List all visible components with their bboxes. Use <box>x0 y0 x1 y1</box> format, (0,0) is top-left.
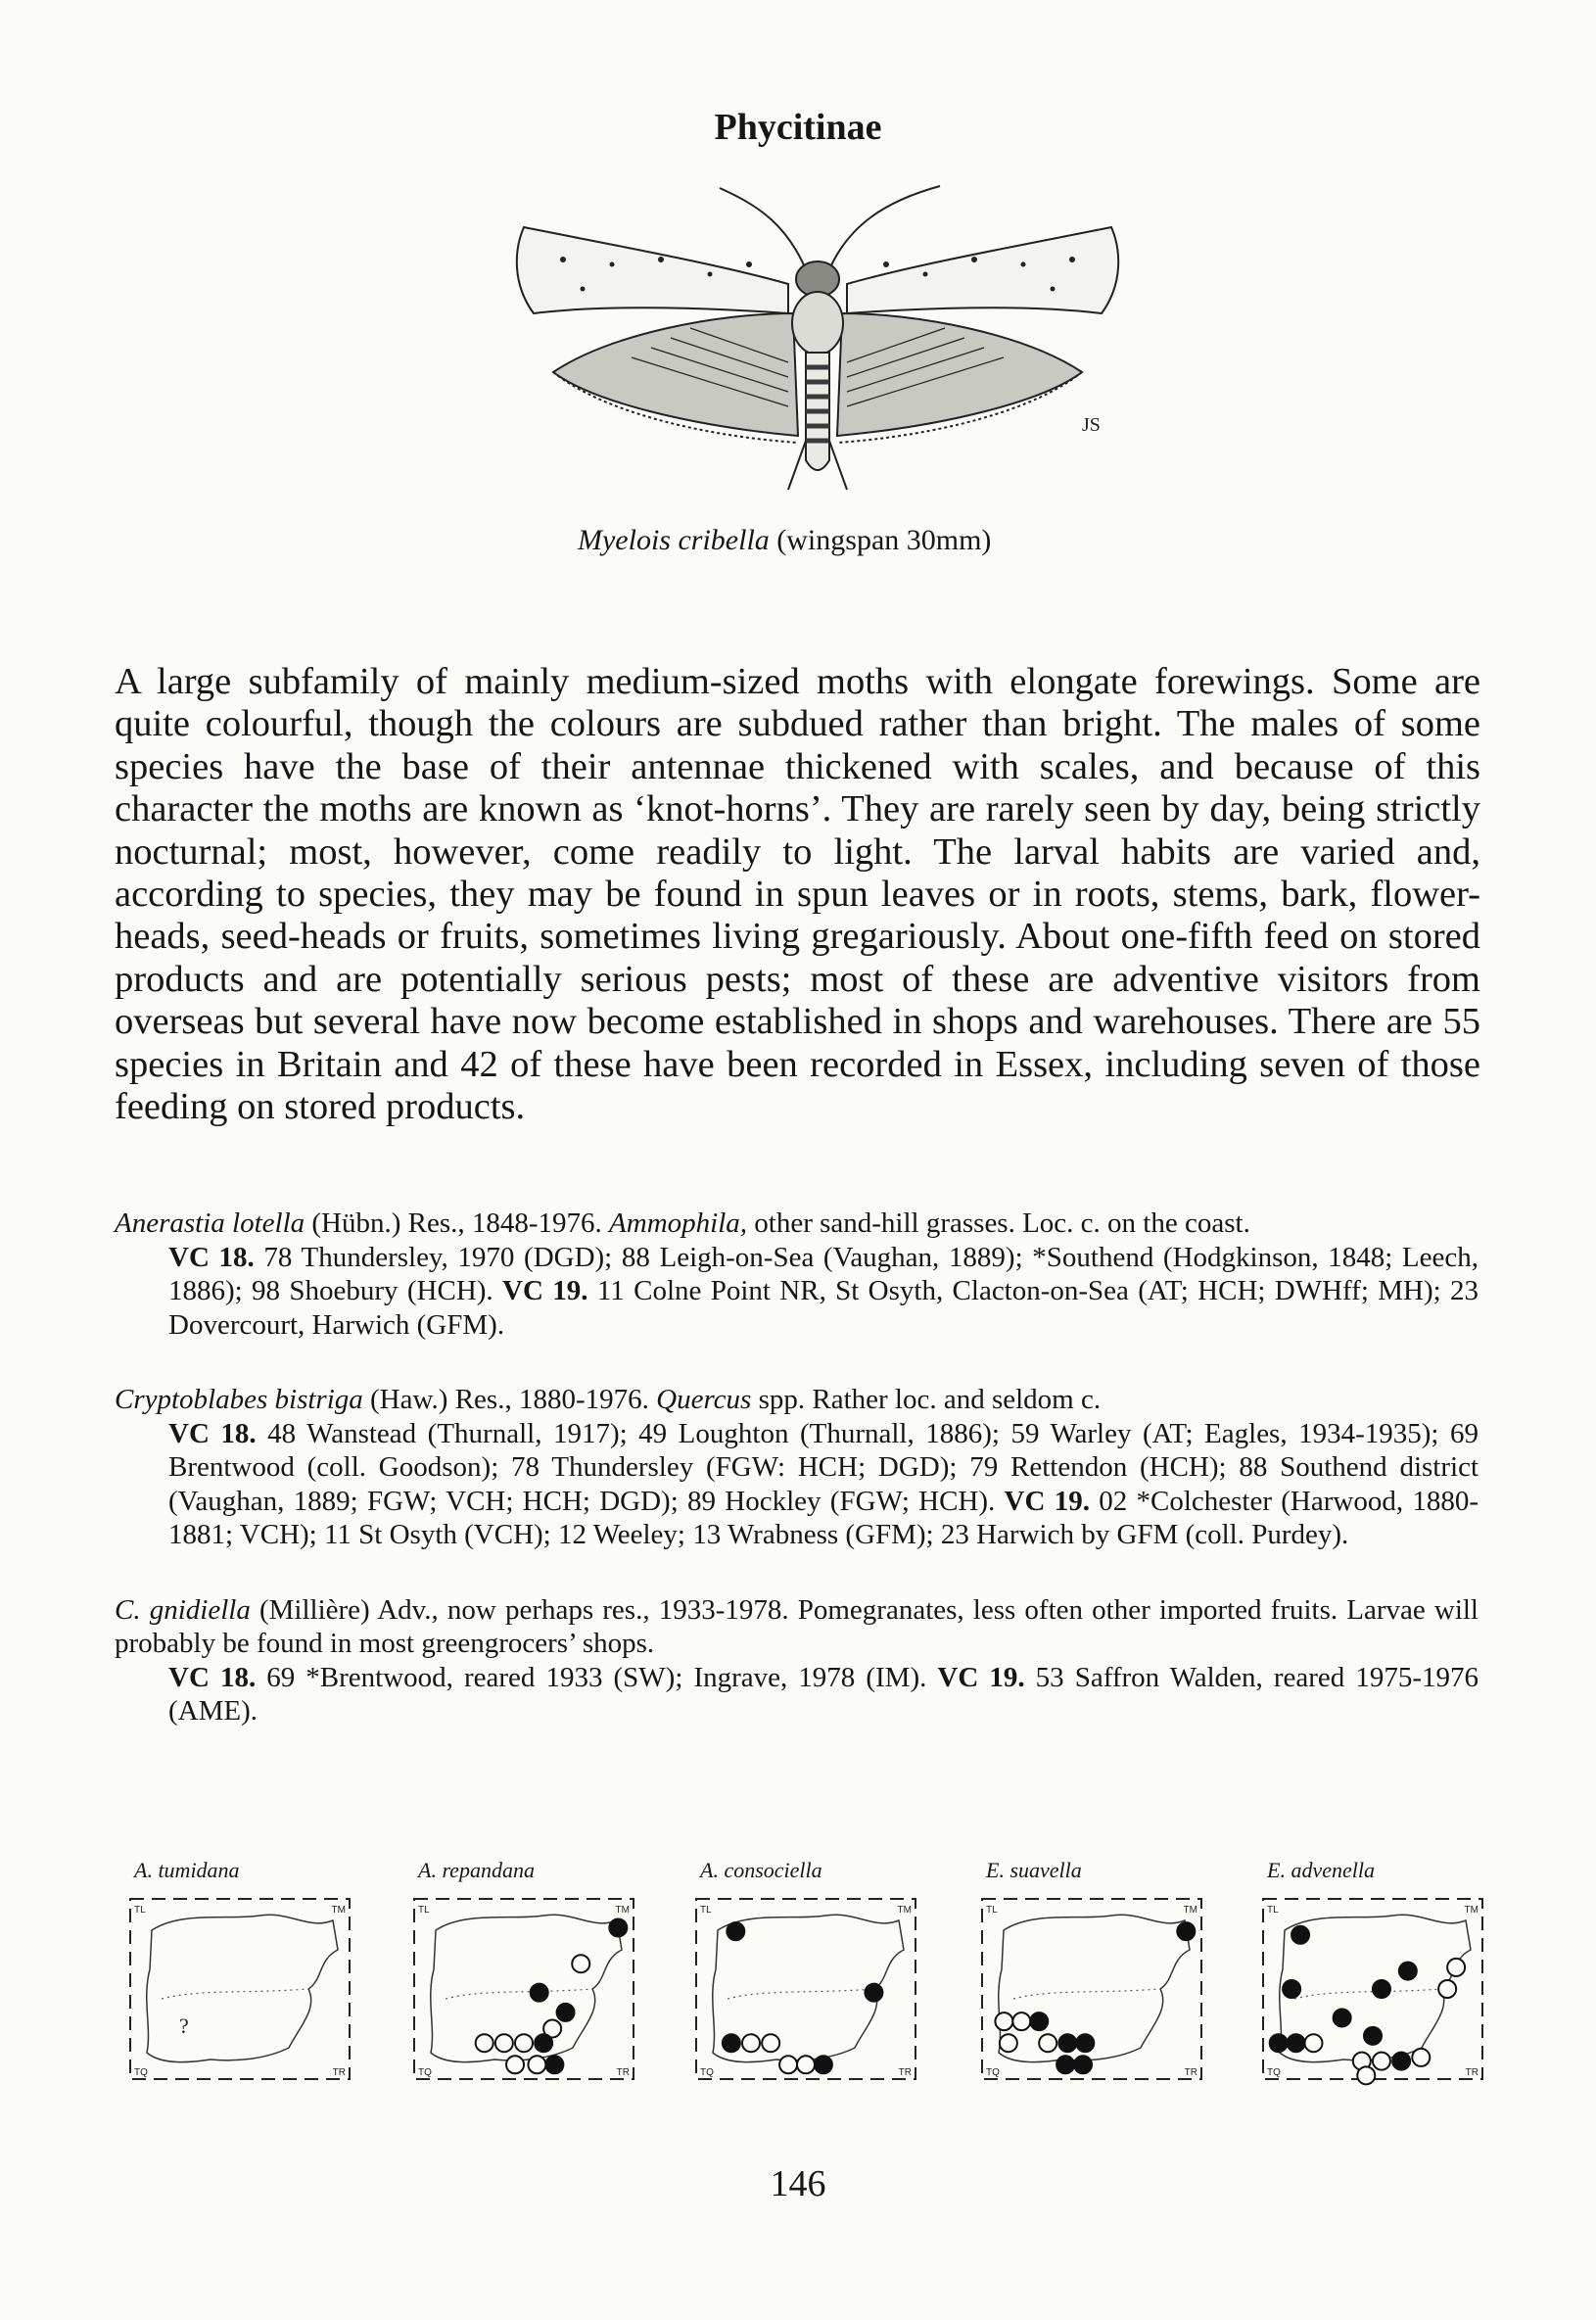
record-dot-old <box>1438 1980 1456 1998</box>
vice-county-boundary <box>162 1989 308 1999</box>
vice-county-records: 02 *Colchester (Harwood, 1880-1881; VCH); 11 St Osyth (VCH); 12 Weeley; 13 Wrabness (GFM); 23 Harwich by GFM (coll. Purdey). <box>168 1485 1479 1550</box>
vice-county-boundary <box>1294 1989 1441 1999</box>
species-entries <box>115 1207 1479 1770</box>
record-dot-old <box>506 2056 524 2073</box>
vice-county-label: VC 18. <box>168 1661 257 1693</box>
grid-label: TL <box>1267 1905 1279 1916</box>
distribution-map <box>122 1856 377 2087</box>
record-dot-old <box>495 2034 513 2052</box>
figure-caption <box>578 524 1165 557</box>
record-dot-old <box>762 2034 779 2052</box>
vice-county-records: 48 Wanstead (Thurnall, 1917); 49 Loughton (Thurnall, 1886); 59 Warley (AT; Eagles, 1934-1935); 69 Brentwood (coll. Goodson); 78 Thundersley (FGW: HCH; DGD); 79 Rettendon (HCH); 88 Southend district (Vaughan, 1889; FGW; VCH; HCH; DGD); 89 Hockley (FGW; HCH). <box>168 1417 1479 1517</box>
map-border <box>982 1899 1201 2079</box>
record-dot-old <box>1000 2034 1017 2052</box>
caption-species: Myelois cribella <box>578 524 770 556</box>
species-entry <box>115 1207 1479 1342</box>
map-label: A. consociella <box>700 1858 822 1882</box>
record-dot-old <box>1039 2034 1056 2052</box>
vice-county-boundary <box>728 1989 874 1999</box>
vice-county-boundary <box>446 1989 592 1999</box>
record-dot-old <box>1412 2049 1430 2066</box>
record-dot-recent <box>1399 1963 1417 1980</box>
record-dot-old <box>1012 2012 1030 2030</box>
record-dot-old <box>995 2012 1012 2030</box>
grid-label: TM <box>1183 1905 1197 1916</box>
record-dot-recent <box>1291 1926 1309 1944</box>
grid-label: TR <box>1465 2067 1479 2078</box>
grid-label: TM <box>331 1905 346 1916</box>
record-dot-recent <box>865 1984 882 2002</box>
grid-label: TQ <box>1267 2067 1281 2078</box>
map-frame <box>406 1891 641 2087</box>
grid-label: TM <box>615 1905 630 1916</box>
species-name: Cryptoblabes bistriga <box>115 1384 363 1415</box>
vice-county-boundary <box>1013 1989 1160 1999</box>
species-status: other sand-hill grasses. Loc. c. on the coast. <box>747 1207 1250 1239</box>
record-dot-recent <box>1364 2027 1382 2045</box>
map-label: E. advenella <box>1267 1858 1375 1882</box>
record-dot-recent <box>1373 1980 1390 1998</box>
distribution-maps <box>122 1856 1493 2110</box>
record-dot-recent <box>1288 2034 1305 2052</box>
record-dot-recent <box>1074 2056 1092 2073</box>
species-entry <box>115 1593 1479 1728</box>
record-dot-recent <box>1334 2009 1351 2026</box>
record-dot-old <box>528 2056 545 2073</box>
map-border <box>130 1899 350 2079</box>
grid-label: TQ <box>700 2067 714 2078</box>
intro-paragraph: A large subfamily of mainly medium-sized moths with elongate forewings. Some are quite colourful, though the colours are subdued rather than bright. The males of some species have the base of their antennae thickened with scales, and because of this character the moths are known as ‘knot-horns’. They are rarely seen by day, being strictly nocturnal; most, however, come readily to light. The larval habits are varied and, according to species, they may be found in spun leaves or in roots, stems, bark, flower-heads, seed-heads or fruits, sometimes living gregariously. About one-fifth feed on stored products and are potentially serious pests; most of these are adventive visitors from overseas but several have now become established in shops and warehouses. There are 55 species in Britain and 42 of these have been recorded in Essex, including seven of those feeding on stored products. <box>115 661 1480 1128</box>
record-dot-recent <box>557 2004 575 2021</box>
vice-county-label: VC 19. <box>502 1275 588 1306</box>
species-entry <box>115 1383 1479 1552</box>
species-author: (Millière) Adv., now perhaps res., 1933-1978. Pomegranates, less often other imported fruits. Larvae will probably be found in most greengrocers’ shops. <box>115 1593 1479 1659</box>
map-label: A. tumidana <box>134 1858 240 1882</box>
record-dot-recent <box>1056 2056 1074 2073</box>
map-frame <box>122 1891 357 2087</box>
species-name: Anerastia lotella <box>115 1207 305 1239</box>
county-outline <box>147 1915 338 2061</box>
distribution-map <box>1255 1856 1510 2087</box>
record-dot-old <box>1305 2034 1323 2052</box>
vice-county-label: VC 18. <box>168 1241 255 1273</box>
entry-records <box>168 1241 1479 1343</box>
map-frame <box>1255 1891 1490 2087</box>
vice-county-records: 53 Saffron Walden, reared 1975-1976 (AME). <box>168 1661 1479 1727</box>
vice-county-records: 11 Colne Point NR, St Osyth, Clacton-on-Sea (AT; HCH; DWHff; MH); 23 Dovercourt, Harwich (GFM). <box>168 1275 1479 1341</box>
species-food: Quercus <box>656 1384 752 1415</box>
species-author: (Haw.) Res., 1880-1976. <box>362 1384 657 1415</box>
illustrator-signature: JS <box>1082 414 1101 436</box>
caption-detail: (wingspan 30mm) <box>769 524 992 556</box>
map-label: A. repandana <box>418 1858 535 1882</box>
grid-label: TR <box>898 2067 912 2078</box>
vice-county-records: 78 Thundersley, 1970 (DGD); 88 Leigh-on-Sea (Vaughan, 1889); *Southend (Hodgkinson, 1848; Leech, 1886); 98 Shoebury (HCH). <box>168 1241 1479 1306</box>
vice-county-label: VC 19. <box>1004 1485 1090 1517</box>
record-dot-recent <box>535 2034 552 2052</box>
record-dot-recent <box>727 1922 744 1940</box>
grid-label: TQ <box>134 2067 148 2078</box>
vice-county-records: 69 *Brentwood, reared 1933 (SW); Ingrave, 1978 (IM). <box>256 1661 938 1693</box>
species-name: C. gnidiella <box>115 1593 251 1626</box>
record-dot-recent <box>531 1984 548 2002</box>
record-dot-recent <box>609 1918 627 1936</box>
grid-label: TR <box>1184 2067 1197 2078</box>
entry-head <box>115 1593 1479 1661</box>
grid-label: TL <box>986 1905 998 1916</box>
record-dot-old <box>797 2056 815 2073</box>
page-heading: Phycitinae <box>714 107 882 148</box>
record-dot-old <box>1447 1959 1465 1976</box>
grid-label: TQ <box>418 2067 432 2078</box>
record-dot-recent <box>1030 2012 1048 2030</box>
entry-records <box>168 1417 1479 1552</box>
map-frame <box>974 1891 1209 2087</box>
grid-label: TM <box>1464 1905 1479 1916</box>
record-dot-old <box>476 2034 493 2052</box>
map-label: E. suavella <box>986 1858 1082 1882</box>
record-dot-old <box>1357 2066 1375 2084</box>
record-dot-recent <box>1392 2053 1410 2070</box>
record-dot-recent <box>815 2056 832 2073</box>
record-dot-old <box>572 1955 589 1972</box>
record-dot-recent <box>1058 2034 1076 2052</box>
grid-label: TM <box>897 1905 912 1916</box>
record-dot-recent <box>1283 1980 1300 1998</box>
record-dot-old <box>1373 2053 1390 2070</box>
record-dot-old <box>515 2034 533 2052</box>
record-dot-recent <box>723 2034 740 2052</box>
grid-label: TL <box>700 1905 712 1916</box>
page-number: 146 <box>770 2163 826 2204</box>
grid-label: TL <box>418 1905 430 1916</box>
record-dot-recent <box>1076 2034 1094 2052</box>
distribution-map <box>974 1856 1229 2087</box>
vice-county-label: VC 19. <box>937 1661 1025 1693</box>
entry-head <box>115 1383 1479 1417</box>
species-food: Ammophila, <box>609 1207 748 1239</box>
record-dot-recent <box>1270 2034 1288 2052</box>
grid-label: TQ <box>986 2067 1000 2078</box>
record-dot-recent <box>1177 1922 1195 1940</box>
record-dot-recent <box>545 2056 563 2073</box>
vice-county-label: VC 18. <box>168 1417 257 1449</box>
grid-label: TR <box>332 2067 346 2078</box>
distribution-map <box>688 1856 943 2087</box>
grid-label: TR <box>616 2067 630 2078</box>
record-dot-old <box>742 2034 760 2052</box>
distribution-map <box>406 1856 661 2087</box>
map-frame <box>688 1891 923 2087</box>
map-annotation: ? <box>179 2013 189 2038</box>
species-status: spp. Rather loc. and seldom c. <box>751 1384 1102 1415</box>
record-dot-old <box>779 2056 797 2073</box>
entry-records <box>168 1661 1479 1728</box>
entry-head <box>115 1207 1479 1241</box>
species-author: (Hübn.) Res., 1848-1976. <box>305 1207 610 1239</box>
grid-label: TL <box>134 1905 146 1916</box>
moth-illustration <box>494 166 1141 509</box>
